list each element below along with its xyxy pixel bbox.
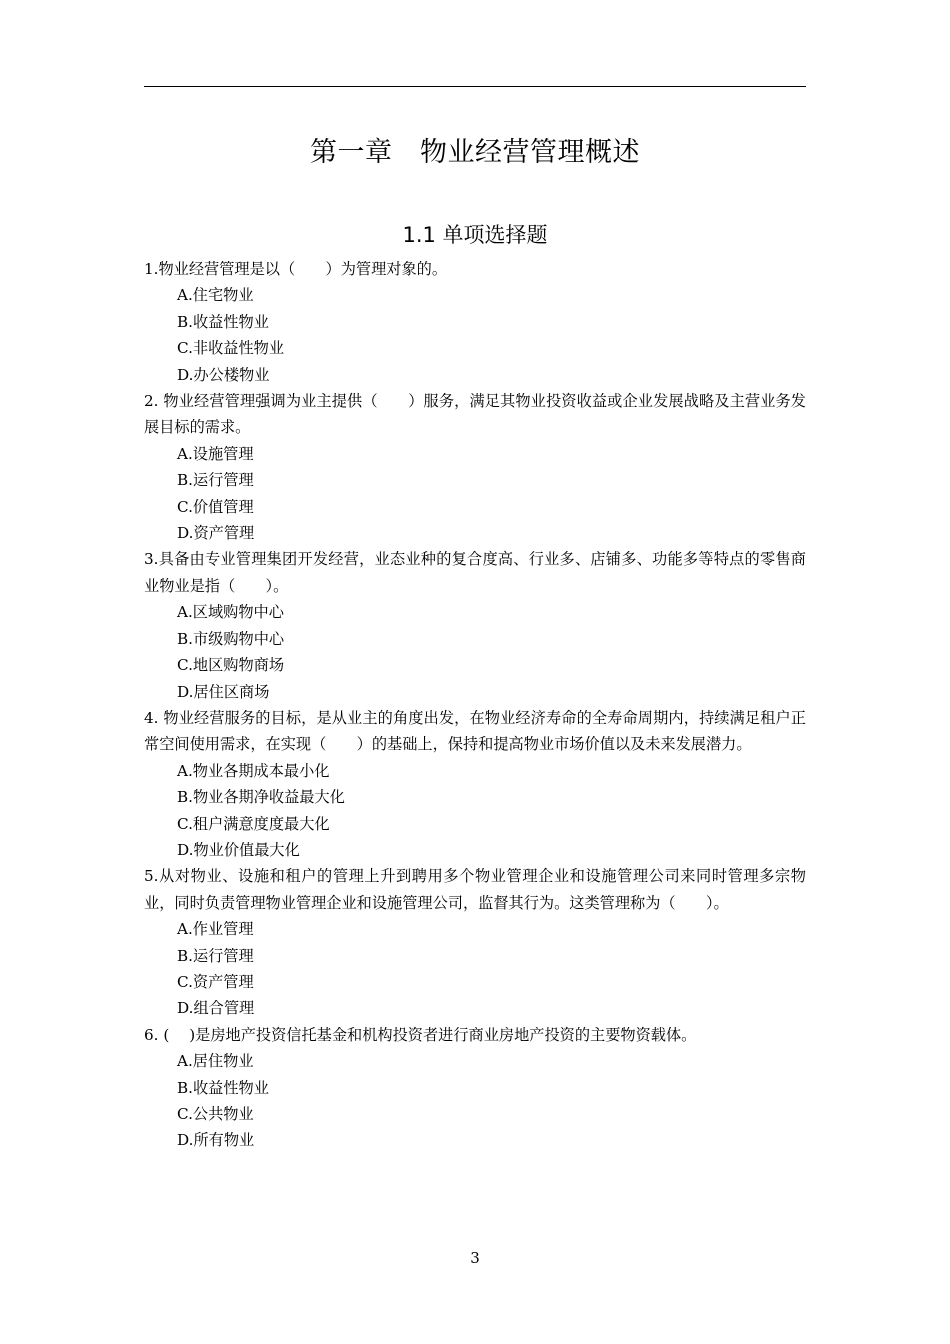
option-b: B.市级购物中心 [177, 629, 285, 648]
question-2 [144, 388, 806, 546]
option-a: A.居住物业 [177, 1052, 254, 1071]
option-b: B.收益性物业 [177, 1078, 269, 1097]
chapter-title: 第一章 物业经营管理概述 [310, 137, 640, 168]
option-a: A.住宅物业 [177, 286, 254, 305]
option-d: D.资产管理 [177, 524, 255, 543]
option-a: A.作业管理 [177, 920, 254, 939]
option-d: D.物业价值最大化 [177, 840, 300, 859]
option-c: C.价值管理 [177, 497, 254, 516]
question-text: 3.具备由专业管理集团开发经营，业态业种的复合度高、行业多、店铺多、功能多等特点的零售商业物业是指（ ）。 [144, 550, 806, 595]
option-a: A.物业各期成本最小化 [177, 761, 330, 780]
option-d: D.居住区商场 [177, 682, 270, 701]
page-number: 3 [470, 1249, 480, 1267]
question-text: 4. 物业经营服务的目标，是从业主的角度出发，在物业经济寿命的全寿命周期内，持续满足租户正常空间使用需求，在实现（ ）的基础上，保持和提高物业市场价值以及未来发展潜力。 [144, 708, 806, 754]
option-b: B.运行管理 [177, 471, 254, 490]
question-1 [144, 256, 806, 388]
question-3 [144, 546, 806, 704]
option-b: B.物业各期净收益最大化 [177, 788, 345, 807]
option-c: C.非收益性物业 [177, 339, 285, 358]
option-b: B.收益性物业 [177, 312, 269, 331]
option-a: A.设施管理 [177, 444, 254, 463]
question-list [144, 256, 806, 1154]
header-rule [144, 86, 806, 87]
question-text: 2. 物业经营管理强调为业主提供（ ）服务，满足其物业投资收益或企业发展战略及主营业务发展目标的需求。 [144, 392, 806, 437]
option-c: C.地区购物商场 [177, 656, 285, 675]
question-4 [144, 705, 806, 863]
option-d: D.所有物业 [177, 1131, 255, 1150]
question-text: 5.从对物业、设施和租户的管理上升到聘用多个物业管理企业和设施管理公司来同时管理多宗物业，同时负责管理物业管理企业和设施管理公司，监督其行为。这类管理称为（ ）。 [144, 867, 806, 912]
question-text: 1.物业经营管理是以（ ）为管理对象的。 [144, 260, 448, 278]
option-b: B.运行管理 [177, 946, 254, 965]
section-title: 1.1 单项选择题 [402, 223, 548, 247]
option-a: A.区域购物中心 [177, 603, 284, 622]
question-5 [144, 863, 806, 1021]
option-d: D.办公楼物业 [177, 365, 270, 384]
option-d: D.组合管理 [177, 999, 255, 1018]
option-c: C.公共物业 [177, 1105, 254, 1123]
option-c: C.资产管理 [177, 972, 254, 991]
option-c: C.租户满意度度最大化 [177, 814, 330, 833]
question-6 [144, 1022, 806, 1154]
question-text: 6. ( )是房地产投资信托基金和机构投资者进行商业房地产投资的主要物资载体。 [144, 1025, 697, 1044]
